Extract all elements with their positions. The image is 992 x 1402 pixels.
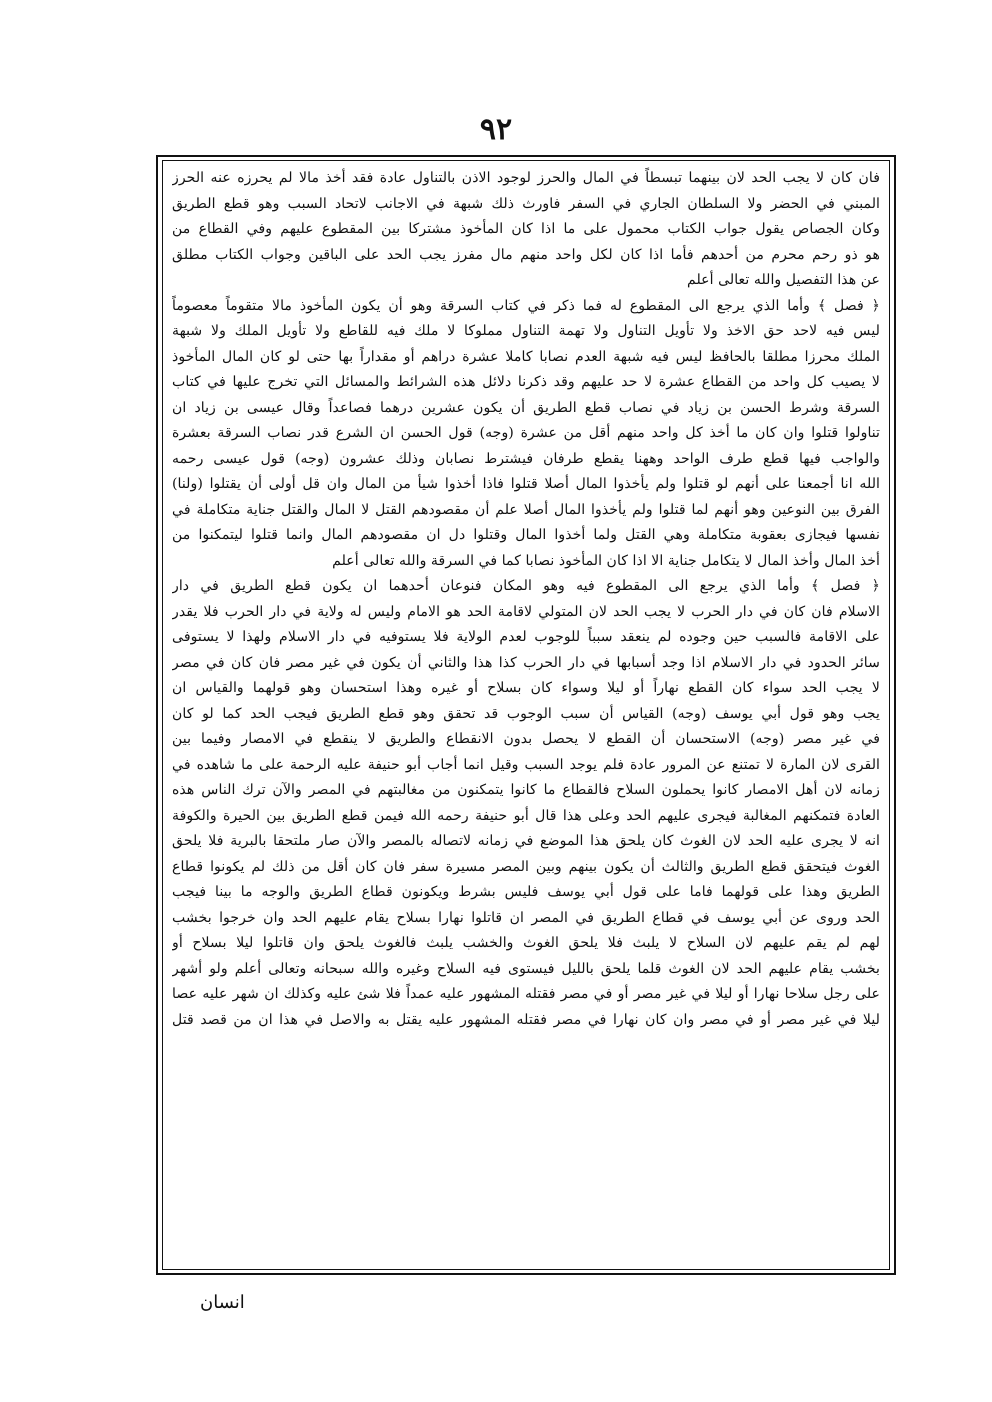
text-line: ليلا في غير مصر أو في مصر وان كان نهارا في مصر فقتله المشهور عليه يقتل به والاصل في هذا ان من قصد قتل (172, 1011, 880, 1028)
text-line: أخذ المال وأخذ المال لا يتكامل جناية الا اذا كان المأخوذ نصابا كما في السرقة والله تعالى أعلم (332, 552, 880, 569)
text-line: تناولوا قتلوا وان كان ما أخذ كل واحد منهم أقل من عشرة (وجه) قول الحسن ان الشرع قدر نصاب السرقة بعشرة (172, 425, 880, 441)
text-line: العادة فتمكنهم المغالبة فيجرى عليهم الحد وعلى هذا قال أبو حنيفة رحمه الله فيمن قطع الطريق بين الحيرة والكوفة (172, 807, 880, 824)
text-body (172, 166, 880, 1266)
page-number: ٩٢ (479, 112, 513, 147)
text-line: انه لا يجرى عليه الحد لان الغوث كان يلحق هذا الموضع في زمانه لاتصاله بالمصر والآن صار ملتحقا بالبرية فلا يلحق (172, 833, 880, 849)
text-line: هو ذو رحم محرم من أحدهم فأما اذا كان لكل واحد منهم مال مفرز يجب الحد على الباقين وجواب الكتاب مطلق (172, 246, 880, 263)
text-line: وكان الجصاص يقول جواب الكتاب محمول على ما اذا كان المأخوذ مشتركا بين المقطوع عليهم وفي القطاع من (172, 221, 880, 237)
text-line: القرى لان المارة لا تمتنع عن المرور عادة فلم يوجد السبب وقيل انما أجاب أبو حنيفة عليه الرحمة على ما شاهده في (172, 756, 880, 773)
text-line: بخشب يقام عليهم الحد لان الغوث قلما يلحق بالليل فيستوى فيه السلاح وغيره والله سبحانه وتعالى أعلم ولو أشهر (172, 960, 880, 977)
section-heading-line: ﴿ فصل ﴾ وأما الذي يرجع الى المقطوع له فما ذكر في كتاب السرقة وهو أن يكون المأخوذ مالا متقوماً معصوماً (172, 297, 880, 314)
text-line: سائر الحدود في دار الاسلام اذا وجد أسبابها في دار الحرب كذا هذا والثاني أن يكون في غير مصر فان كان في مصر (172, 654, 880, 671)
text-line: لهم لم يقم عليهم لان السلاح لا يلبث فلا يلحق الغوث والخشب يلبث فالغوث يلحق وان قاتلوا ليلا بسلاح أو (172, 935, 880, 951)
text-line: لا يجب الحد سواء كان القطع نهاراً أو ليلا وسواء كان بسلاح أو غيره وهذا استحسان وهو قولهما والقياس ان (172, 680, 880, 696)
text-line: الطريق وهذا على قولهما فاما على قول أبي يوسف فليس بشرط ويكونون قطاع الطريق والوجه ما بينا فيجب (172, 884, 880, 900)
text-line: الحد وروى عن أبي يوسف في قطاع الطريق في المصر ان قاتلوا نهارا بسلاح يقام عليهم الحد وان خرجوا بخشب (172, 909, 880, 926)
text-line: زمانه لان أهل الامصار كانوا يحملون السلاح فالقطاع ما كانوا يتمكنون من مغالبتهم في المصر والآن ترك الناس هذه (172, 782, 880, 798)
section-heading-line: ﴿ فصل ﴾ وأما الذي يرجع الى المقطوع فيه وهو المكان فنوعان أحدهما ان يكون قطع الطريق في دار (172, 578, 880, 594)
text-line: والواجب فيها قطع طرف الواحد وههنا يقطع طرفان فيشترط نصابان وذلك عشرون (وجه) قول عيسى رحمه (172, 450, 880, 467)
catchword: انسان (200, 1292, 245, 1313)
text-line: لا يصيب كل واحد من القطاع عشرة لا حد عليهم وقد ذكرنا دلائل هذه الشرائط والمسائل التي تخرج عليها في كتاب (172, 374, 880, 390)
text-line: الاسلام فان كان في دار الحرب لا يجب الحد لان المتولي لاقامة الحد هو الامام وليس له ولاية في دار الحرب فلا يقدر (172, 603, 880, 620)
text-line: عن هذا التفصيل والله تعالى أعلم (687, 272, 880, 288)
text-line: على رجل سلاحا نهارا أو ليلا في غير مصر أو في مصر فقتله المشهور عليه عمداً فلا شئ عليه وكذلك ان شهر عليه عصا (172, 986, 880, 1002)
text-line: على الاقامة فالسبب حين وجوده لم ينعقد سبباً للوجوب لعدم الولاية فلا يستوفيه في دار الاسلام ولهذا لا يستوفى (172, 629, 880, 645)
text-line: يجب وهو قول أبي يوسف (وجه) القياس أن سبب الوجوب قد تحقق وهو قطع الطريق فيجب الحد كما لو كان (172, 705, 880, 722)
text-line: السرقة وشرط الحسن بن زياد في نصاب قطع الطريق أن يكون عشرين درهما فصاعداً وقال عيسى بن زياد ان (172, 399, 880, 416)
text-line: المبني في الحضر ولا السلطان الجاري في السفر فاورث ذلك شبهة في الاجانب لاتحاد السبب وهو قطع الطريق (172, 195, 880, 212)
text-line: الفرق بين النوعين وهو أنهم لما قتلوا ولم يأخذوا المال أصلا علم أن مقصودهم القتل لا المال والقتل جناية متكاملة في (172, 501, 880, 518)
text-line: فان كان لا يجب الحد لان بينهما تبسطاً في المال والحرز لوجود الاذن بالتناول عادة فقد أخذ مالا لم يحرزه عنه الحرز (172, 170, 880, 186)
text-line: الملك محرزا مطلقا بالحافظ ليس فيه شبهة العدم نصابا كاملا عشرة دراهم أو مقداراً بها حتى لو كان المال المأخوذ (172, 348, 880, 365)
text-line: ليس فيه لاحد حق الاخذ ولا تأويل التناول ولا تهمة التناول مملوكا لا ملك فيه للقاطع ولا تأويل الملك ولا شبهة (172, 323, 880, 339)
text-line: في غير مصر (وجه) الاستحسان أن القطع لا يحصل بدون الانقطاع والطريق لا ينقطع في الامصار وفيما بين (172, 731, 880, 747)
text-line: نفسها فيجازى بعقوبة متكاملة وهي القتل ولما أخذوا المال وقتلوا دل ان مقصودهم المال وانما قتلوا ليتمكنوا من (172, 527, 880, 543)
text-line: الله انا أجمعنا على أنهم لو قتلوا ولم يأخذوا المال أصلا قتلوا فاذا أخذوا شيأ من المال وان قل أولى أن يقتلوا (ولنا) (172, 476, 880, 492)
text-line: الغوث فيتحقق قطع الطريق والثالث أن يكون بينهم وبين المصر مسيرة سفر فان كان أقل من ذلك لم يكونوا قطاع (172, 858, 880, 875)
